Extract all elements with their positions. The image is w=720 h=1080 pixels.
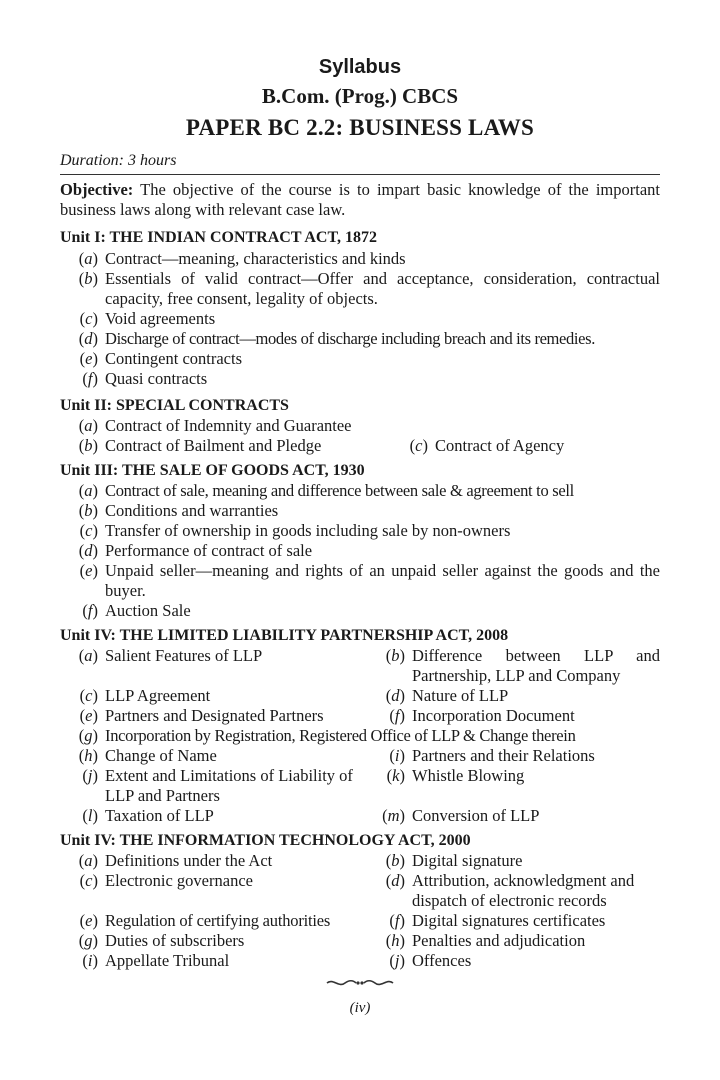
item-text: LLP Agreement <box>105 686 211 705</box>
item-text: Quasi contracts <box>105 369 208 388</box>
item-label: (h) <box>78 746 98 765</box>
decorative-ornament-icon <box>60 977 660 994</box>
item-text: Contingent contracts <box>105 349 243 368</box>
item-label: (a) <box>78 851 98 870</box>
header-divider <box>60 174 660 175</box>
item-label: (a) <box>78 481 98 500</box>
fleuron-icon <box>325 977 395 989</box>
item-label: (a) <box>78 416 98 435</box>
objective-text: The objective of the course is to impart basic knowledge of the important business laws along with relevant case law. <box>60 180 660 219</box>
item-label: (b) <box>78 436 98 455</box>
item-text: Contract of Indemnity and Guarantee <box>105 416 352 435</box>
item-text: Digital signatures certificates <box>412 911 606 930</box>
item-label: (l) <box>82 806 98 825</box>
item-text: Digital signature <box>412 851 523 870</box>
item-text: Discharge of contract—modes of discharge including breach and its remedies. <box>105 329 595 348</box>
item-text: Contract of Bailment and Pledge <box>105 436 322 455</box>
item-text: Incorporation Document <box>412 706 575 725</box>
item-label: (c) <box>79 309 98 328</box>
item-text: Taxation of LLP <box>105 806 214 825</box>
item-text: Contract of sale, meaning and difference between sale & agreement to sell <box>105 481 574 500</box>
item-text: Extent and Limitations of Liability of LLP and Partners <box>105 766 353 805</box>
duration-text: Duration: 3 hours <box>60 152 177 169</box>
item-label: (f) <box>389 911 405 930</box>
item-text: Incorporation by Registration, Registered Office of LLP & Change therein <box>105 726 576 745</box>
item-label: (b) <box>385 851 405 870</box>
item-text: Electronic governance <box>105 871 253 890</box>
item-label: (b) <box>78 269 98 288</box>
item-label: (a) <box>78 249 98 268</box>
item-text: Difference between LLP and Partnership, LLP and Company <box>412 646 660 685</box>
item-label: (e) <box>79 706 98 725</box>
item-text: Penalties and adjudication <box>412 931 586 950</box>
unit-4-title: Unit IV: THE LIMITED LIABILITY PARTNERSHIP ACT, 2008 <box>60 627 509 644</box>
item-text: Auction Sale <box>105 601 191 620</box>
item-label: (b) <box>385 646 405 665</box>
unit-3-title: Unit III: THE SALE OF GOODS ACT, 1930 <box>60 462 365 479</box>
unit-2-title: Unit II: SPECIAL CONTRACTS <box>60 397 289 414</box>
item-label: (j) <box>389 951 405 970</box>
item-label: (c) <box>79 521 98 540</box>
item-text: Duties of subscribers <box>105 931 245 950</box>
item-label: (g) <box>78 931 98 950</box>
item-label: (e) <box>79 349 98 368</box>
item-label: (e) <box>79 561 98 580</box>
objective-paragraph <box>60 180 660 220</box>
item-label: (a) <box>78 646 98 665</box>
item-text: Partners and their Relations <box>412 746 595 765</box>
item-label: (j) <box>82 766 98 785</box>
item-text: Regulation of certifying authorities <box>105 911 331 930</box>
item-label: (i) <box>82 951 98 970</box>
item-label: (d) <box>385 686 405 705</box>
unit-1-title: Unit I: THE INDIAN CONTRACT ACT, 1872 <box>60 229 377 246</box>
item-label: (c) <box>79 871 98 890</box>
item-text: Partners and Designated Partners <box>105 706 324 725</box>
item-text: Offences <box>412 951 472 970</box>
item-label: (h) <box>385 931 405 950</box>
item-text: Contract—meaning, characteristics and kinds <box>105 249 406 268</box>
item-text: Whistle Blowing <box>412 766 525 785</box>
item-label: (f) <box>82 369 98 388</box>
unit-5-title: Unit IV: THE INFORMATION TECHNOLOGY ACT, 2000 <box>60 832 471 849</box>
item-text: Appellate Tribunal <box>105 951 230 970</box>
item-label: (c) <box>409 436 428 455</box>
item-text: Definitions under the Act <box>105 851 273 870</box>
item-label: (d) <box>78 541 98 560</box>
item-text: Nature of LLP <box>412 686 509 705</box>
programme-heading: B.Com. (Prog.) CBCS <box>261 84 459 108</box>
item-text: Unpaid seller—meaning and rights of an unpaid seller against the goods and the buyer. <box>105 561 660 600</box>
item-text: Essentials of valid contract—Offer and acceptance, consideration, contractual capacity, free consent, legality of objects. <box>105 269 660 308</box>
syllabus-heading: Syllabus <box>318 56 402 78</box>
item-text: Change of Name <box>105 746 217 765</box>
item-label: (d) <box>78 329 98 348</box>
item-text: Salient Features of LLP <box>105 646 263 665</box>
item-label: (f) <box>82 601 98 620</box>
paper-title: PAPER BC 2.2: BUSINESS LAWS <box>185 115 535 140</box>
item-text: Conditions and warranties <box>105 501 279 520</box>
item-text: Attribution, acknowledgment and dispatch of electronic records <box>412 871 635 910</box>
item-label: (e) <box>79 911 98 930</box>
item-text: Void agreements <box>105 309 216 328</box>
item-text: Performance of contract of sale <box>105 541 313 560</box>
item-text: Contract of Agency <box>435 436 565 455</box>
item-label: (d) <box>385 871 405 890</box>
item-text: Transfer of ownership in goods including sale by non-owners <box>105 521 511 540</box>
item-label: (i) <box>389 746 405 765</box>
item-label: (f) <box>389 706 405 725</box>
item-label: (b) <box>78 501 98 520</box>
item-label: (m) <box>382 806 405 825</box>
objective-label: Objective: <box>60 180 134 199</box>
item-text: Conversion of LLP <box>412 806 540 825</box>
item-label: (k) <box>386 766 405 785</box>
page-number: (iv) <box>349 1000 371 1016</box>
item-label: (g) <box>78 726 98 745</box>
item-label: (c) <box>79 686 98 705</box>
